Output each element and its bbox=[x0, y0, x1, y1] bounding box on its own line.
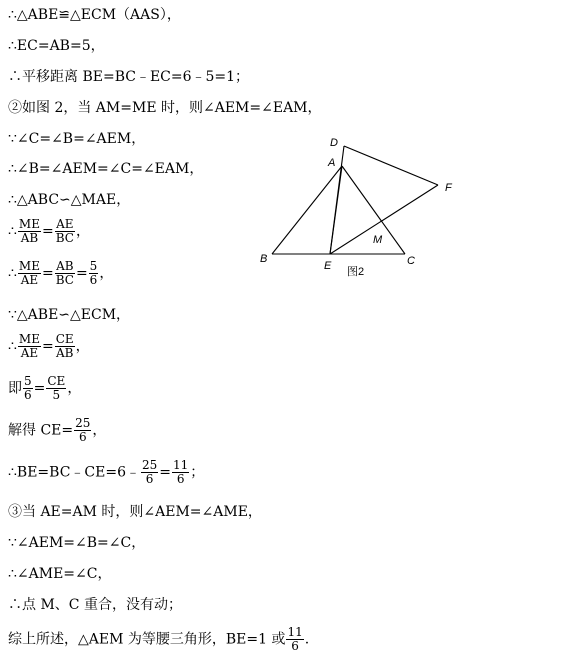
proof-line-ratio-2: ∴ $\frac{ME}{AE}$ = $\frac{AB}{BC}$ = $\frac{5}{6}$ ， bbox=[8, 259, 114, 287]
fraction-me-ae: $\frac{ME}{AE}$ bbox=[18, 259, 40, 287]
proof-line-angle-chain: ∴∠B=∠AEM=∠C=∠EAM， bbox=[8, 161, 204, 177]
label-d: D bbox=[330, 137, 338, 149]
proof-line-conclusion: 综上所述，△AEM 为等腰三角形，BE=1 或 $\frac{11}{6}$ . bbox=[8, 625, 310, 653]
fraction-11-6: $\frac{11}{6}$ bbox=[173, 458, 189, 486]
proof-line-ratio-3: ∴ $\frac{ME}{AE}$ = $\frac{CE}{AB}$ ， bbox=[8, 332, 90, 360]
proof-line-translation-distance: ∴平移距离 BE=BC﹣EC=6﹣5=1； bbox=[8, 69, 250, 85]
figure-caption: 图2 bbox=[347, 266, 365, 278]
fraction-ce-ab: $\frac{CE}{AB}$ bbox=[55, 332, 74, 360]
fraction-me-ae-2: $\frac{ME}{AE}$ bbox=[18, 332, 40, 360]
segment-ef bbox=[330, 185, 438, 254]
proof-line-angle-equality-2: ∵∠AEM=∠B=∠C， bbox=[8, 535, 146, 551]
label-f: F bbox=[445, 182, 452, 194]
fraction-25-6: $\frac{25}{6}$ bbox=[75, 416, 91, 444]
proof-line-substitution: 即 $\frac{5}{6}$ = $\frac{CE}{5}$ ， bbox=[8, 374, 82, 402]
proof-line-case2-intro: ②如图 2，当 AM=ME 时，则∠AEM=∠EAM， bbox=[8, 100, 322, 116]
label-a: A bbox=[328, 157, 336, 169]
figure-2-diagram bbox=[250, 128, 470, 288]
proof-line-case3-intro: ③当 AE=AM 时，则∠AEM=∠AME， bbox=[8, 504, 262, 520]
fraction-ae-bc: $\frac{AE}{BC}$ bbox=[55, 217, 74, 245]
label-m: M bbox=[373, 234, 383, 246]
proof-line-angle-equality: ∵∠C=∠B=∠AEM， bbox=[8, 131, 146, 147]
fraction-me-ab: $\frac{ME}{AB}$ bbox=[18, 217, 40, 245]
label-e: E bbox=[324, 260, 332, 272]
proof-line-be-result: ∴BE=BC﹣CE=6﹣ $\frac{25}{6}$ = $\frac{11}{6}$ ； bbox=[8, 458, 205, 486]
fraction-25-6-b: $\frac{25}{6}$ bbox=[141, 458, 158, 486]
fraction-5-6: $\frac{5}{6}$ bbox=[89, 259, 98, 287]
label-c: C bbox=[407, 255, 415, 267]
label-b: B bbox=[260, 253, 268, 265]
proof-line-similarity-abe-ecm: ∵△ABE∽△ECM， bbox=[8, 307, 131, 323]
therefore-symbol: ∴ bbox=[8, 223, 17, 240]
proof-line-ratio-1: ∴ $\frac{ME}{AB}$ = $\frac{AE}{BC}$ ， bbox=[8, 217, 90, 245]
fraction-ce-5: $\frac{CE}{5}$ bbox=[47, 374, 66, 402]
proof-line-solve-ce: 解得 CE= $\frac{25}{6}$ ， bbox=[8, 416, 107, 444]
segment-df bbox=[344, 146, 438, 185]
proof-line-congruence: ∴△ABE≌△ECM（AAS）， bbox=[8, 7, 181, 23]
fraction-11-6-b: $\frac{11}{6}$ bbox=[287, 625, 303, 653]
proof-line-ame-equals-c: ∴∠AME=∠C， bbox=[8, 566, 112, 582]
proof-line-similarity-abc-mae: ∴△ABC∽△MAE， bbox=[8, 192, 131, 208]
fraction-5-6-b: $\frac{5}{6}$ bbox=[24, 374, 32, 402]
proof-line-ec-equals-ab: ∴EC=AB=5， bbox=[8, 38, 105, 54]
proof-line-m-c-coincide: ∴点 M、C 重合，没有动； bbox=[8, 597, 182, 613]
fraction-ab-bc: $\frac{AB}{BC}$ bbox=[55, 259, 74, 287]
